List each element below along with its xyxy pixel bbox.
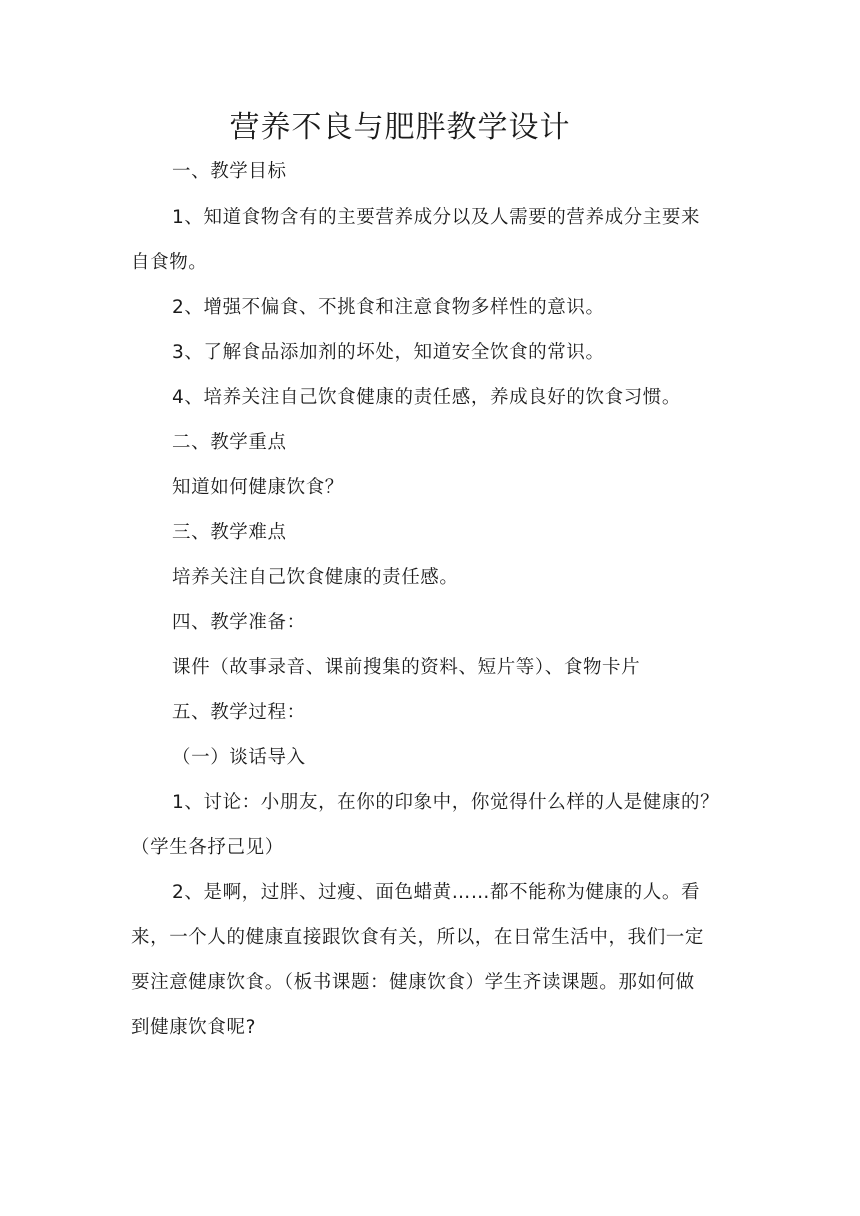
step-2-line-1: 2、是啊，过胖、过瘦、面色蜡黄……都不能称为健康的人。看	[172, 882, 701, 903]
goal-3: 3、了解食品添加剂的坏处，知道安全饮食的常识。	[172, 342, 605, 363]
goal-1-line-1: 1、知道食物含有的主要营养成分以及人需要的营养成分主要来	[172, 207, 701, 228]
section-heading-key-points: 二、教学重点	[172, 432, 287, 453]
section-heading-difficulties: 三、教学难点	[172, 522, 287, 543]
section-heading-process: 五、教学过程：	[172, 702, 306, 723]
key-point-text: 知道如何健康饮食？	[172, 477, 344, 498]
preparation-text: 课件（故事录音、课前搜集的资料、短片等）、食物卡片	[172, 657, 641, 678]
document-title: 营养不良与肥胖教学设计	[229, 110, 571, 145]
goal-1-line-2: 自食物。	[131, 252, 208, 273]
goal-2: 2、增强不偏食、不挑食和注意食物多样性的意识。	[172, 297, 605, 318]
subsection-heading-intro: （一）谈话导入	[172, 747, 306, 768]
step-2-line-4: 到健康饮食呢?	[131, 1017, 257, 1038]
step-2-line-2: 来，一个人的健康直接跟饮食有关，所以，在日常生活中，我们一定	[131, 927, 705, 948]
step-2-line-3: 要注意健康饮食。（板书课题：健康饮食）学生齐读课题。那如何做	[131, 972, 695, 993]
step-1-line-2: （学生各抒己见）	[131, 837, 284, 858]
section-heading-goals: 一、教学目标	[172, 161, 287, 182]
difficulty-text: 培养关注自己饮食健康的责任感。	[172, 567, 459, 588]
step-1-line-1: 1、讨论：小朋友，在你的印象中，你觉得什么样的人是健康的？	[172, 792, 720, 813]
goal-4: 4、培养关注自己饮食健康的责任感，养成良好的饮食习惯。	[172, 387, 681, 408]
section-heading-preparation: 四、教学准备：	[172, 612, 306, 633]
